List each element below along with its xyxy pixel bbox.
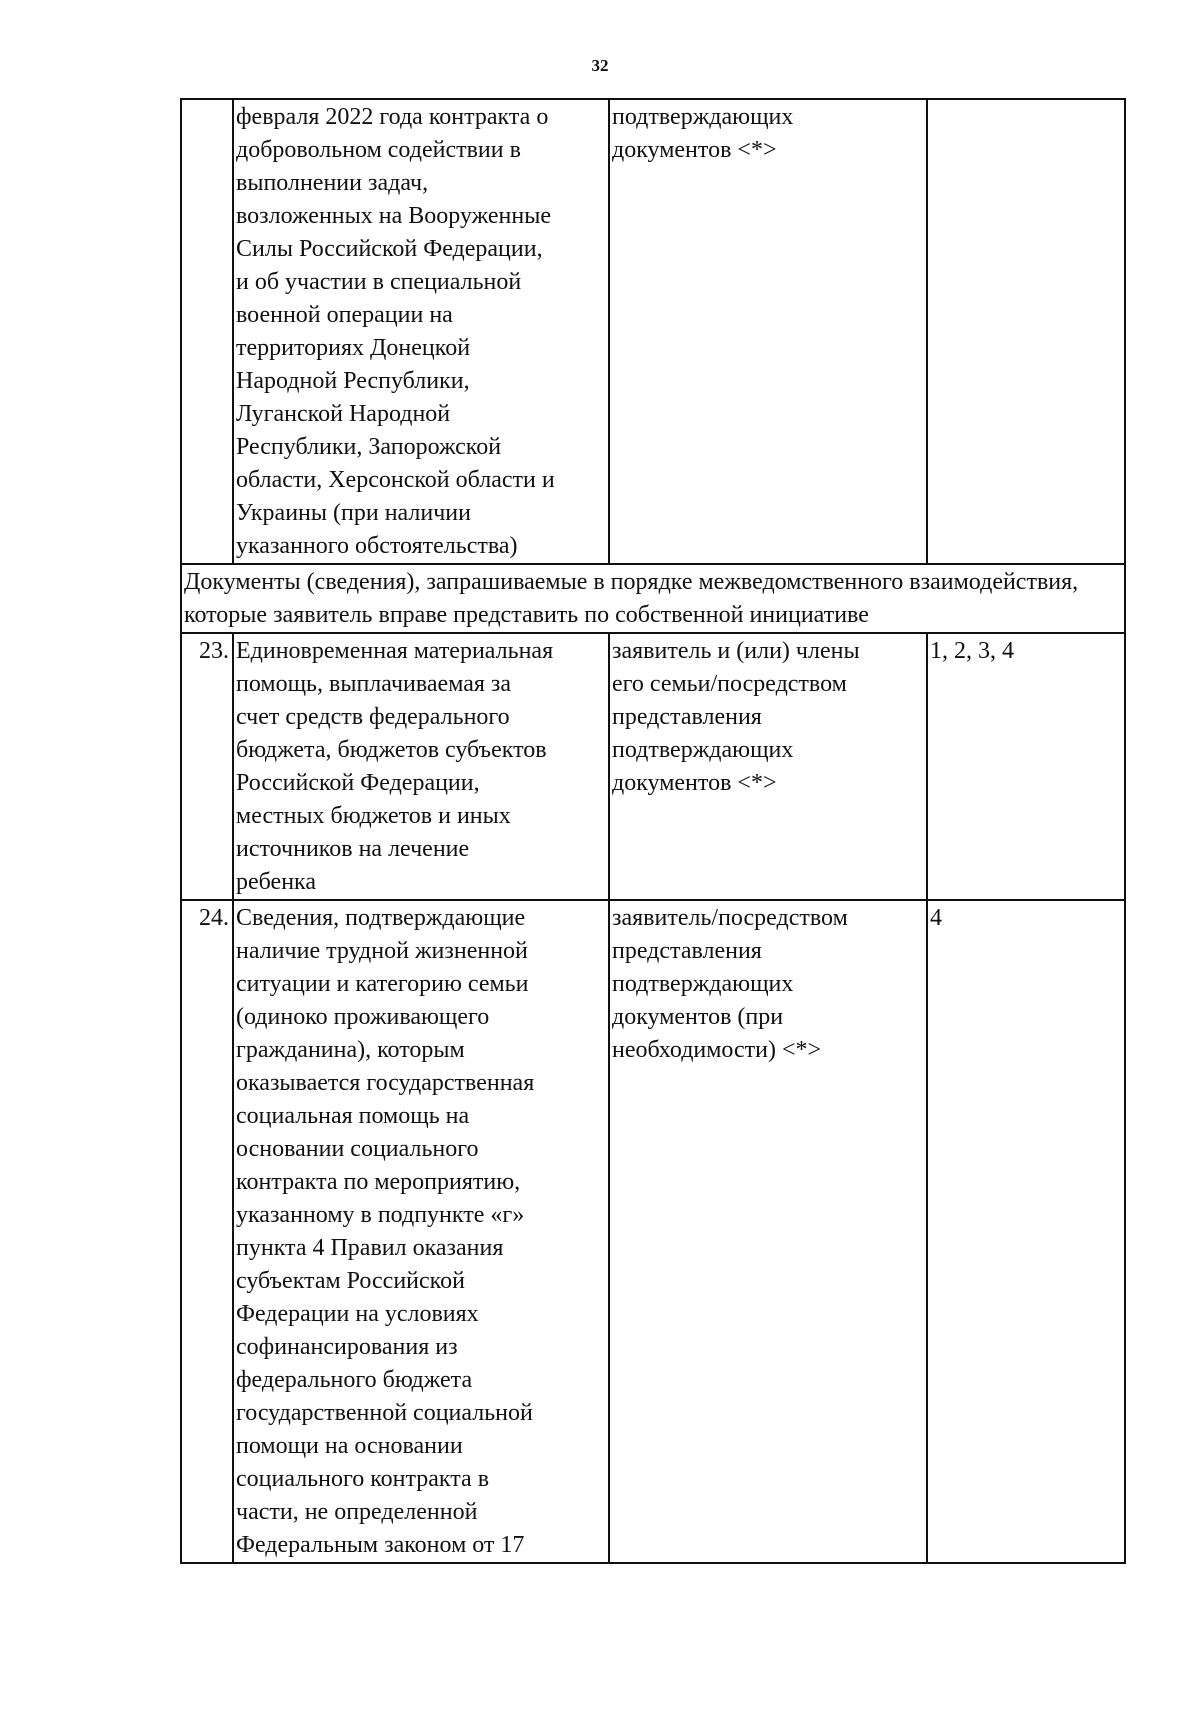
table-row <box>181 900 1125 1563</box>
document-name-text: Единовременная материальная помощь, выплачиваемая за счет средств федерального бюджета, бюджетов субъектов Российской Федерации, местных бюджетов и иных источников на лечение ребенка <box>236 638 554 895</box>
document-name-text: февраля 2022 года контракта о добровольном содействии в выполнении задач, возложенных на Вооруженные Силы Российской Федерации, и об участии в специальной военной операции на территориях Донецкой Народной Республики, Луганской Народной Республики, Запорожской области, Херсонской области и Украины (при наличии указанного обстоятельства) <box>236 104 555 559</box>
row-number-cell: 24. <box>181 900 233 1563</box>
codes-cell: 4 <box>927 900 1125 1563</box>
source-text: заявитель/посредством представления подтверждающих документов (при необходимости) <*> <box>612 905 848 1063</box>
section-header-cell: Документы (сведения), запрашиваемые в порядке межведомственного взаимодействия, которые заявитель вправе представить по собственной инициативе <box>181 564 1125 633</box>
page-number: 32 <box>591 56 609 75</box>
table-row <box>181 99 1125 564</box>
source-cell <box>609 99 927 564</box>
codes-cell <box>927 99 1125 564</box>
source-cell <box>609 900 927 1563</box>
row-number-cell: 23. <box>181 633 233 900</box>
document-name-text: Сведения, подтверждающие наличие трудной жизненной ситуации и категорию семьи (одиноко проживающего гражданина), которым оказывается государственная социальная помощь на основании социального контракта по мероприятию, указанному в подпункте «г» пункта 4 Правил оказания субъектам Российской Федерации на условиях софинансирования из федерального бюджета государственной социальной помощи на основании социального контракта в части, не определенной Федеральным законом от 17 <box>236 905 535 1558</box>
document-name-cell <box>233 99 609 564</box>
documents-table <box>180 98 1126 1564</box>
source-text: подтверждающих документов <*> <box>612 104 794 163</box>
codes-cell: 1, 2, 3, 4 <box>927 633 1125 900</box>
document-name-cell <box>233 900 609 1563</box>
section-header-row <box>181 564 1125 633</box>
source-cell <box>609 633 927 900</box>
document-name-cell <box>233 633 609 900</box>
table-row <box>181 633 1125 900</box>
source-text: заявитель и (или) члены его семьи/посредством представления подтверждающих документов <*> <box>612 638 860 796</box>
row-number-cell <box>181 99 233 564</box>
